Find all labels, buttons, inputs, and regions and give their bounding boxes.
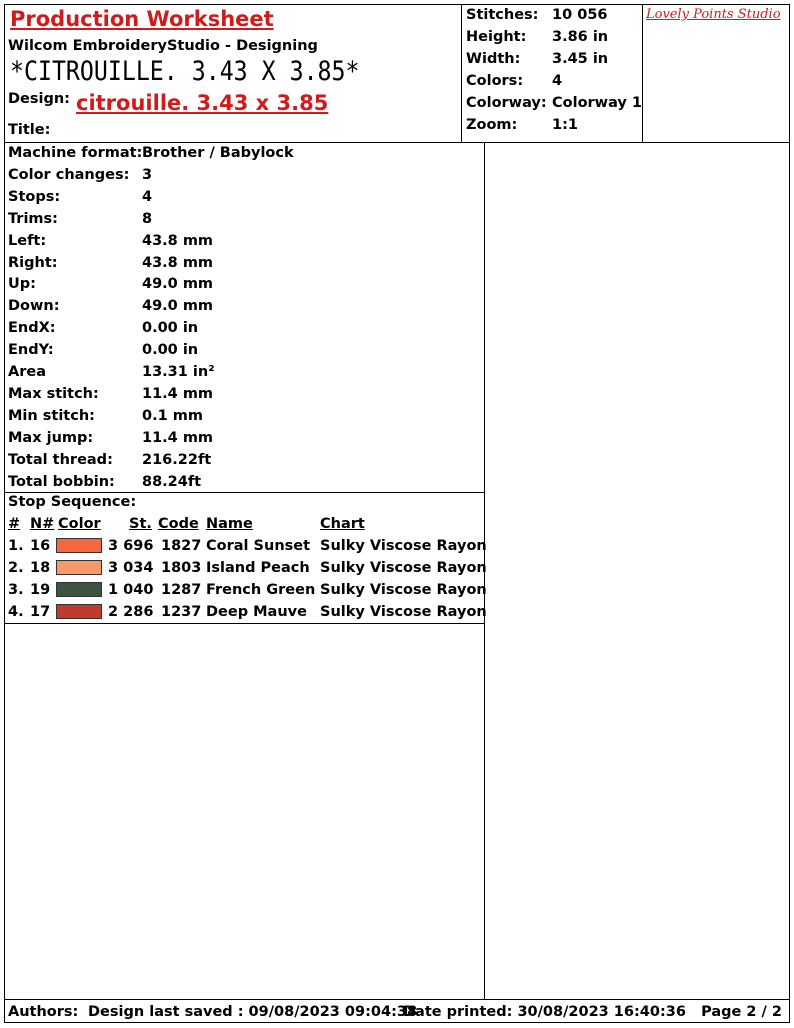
header-divider-2 [642,4,643,143]
footer-authors: Authors: [8,1004,79,1020]
detail-label: Down: [8,298,60,315]
stop-stitches: 1 040 [108,582,154,598]
detail-label: Color changes: [8,166,130,183]
detail-label: EndY: [8,342,54,359]
detail-label: Stops: [8,188,61,205]
detail-label: Min stitch: [8,407,95,424]
stat-height: Height: 3.86 in [466,29,609,45]
stop-stitches: 3 696 [108,538,154,554]
title-label: Title: [8,122,51,138]
color-swatch [56,582,102,597]
footer-top-line [4,999,790,1000]
stop-number: 1. [8,538,24,554]
col-code: Code [158,516,199,532]
detail-value: 88.24ft [142,473,202,490]
detail-value: 49.0 mm [142,298,214,315]
stop-thread-name: Deep Mauve [206,604,307,620]
detail-label: Left: [8,232,47,249]
software-name: Wilcom EmbroideryStudio - Designing [8,38,318,54]
detail-value: 0.00 in [142,320,199,337]
col-stitches: St. [129,516,152,532]
stat-colorway: Colorway: Colorway 1 [466,95,643,111]
detail-label: Total thread: [8,451,113,468]
design-label: Design: [8,91,70,107]
detail-value: 0.00 in [142,342,199,359]
stop-code: 1287 [161,582,202,598]
stop-needle: 18 [30,560,51,576]
stop-number: 2. [8,560,24,576]
footer-last-saved: Design last saved : 09/08/2023 09:04:38 [88,1004,418,1020]
detail-value: 43.8 mm [142,232,214,249]
detail-label: Max jump: [8,429,94,446]
stop-code: 1237 [161,604,202,620]
stop-number: 3. [8,582,24,598]
stop-thread-name: French Green [206,582,316,598]
stops-bottom-line [4,623,485,624]
stop-row [0,601,487,623]
color-swatch [56,604,102,619]
detail-value: 49.0 mm [142,276,214,293]
detail-value: 43.8 mm [142,254,214,271]
detail-value: 3 [142,166,153,183]
stop-row [0,535,487,557]
stop-code: 1803 [161,560,202,576]
stop-stitches: 3 034 [108,560,154,576]
detail-value: 11.4 mm [142,385,214,402]
stop-needle: 17 [30,604,51,620]
stop-needle: 19 [30,582,51,598]
detail-label: Total bobbin: [8,473,115,490]
detail-value: 0.1 mm [142,407,203,424]
detail-value: 11.4 mm [142,429,214,446]
stat-width: Width: 3.45 in [466,51,609,67]
col-name: Name [206,516,253,532]
stop-chart: Sulky Viscose Rayon [320,582,487,598]
design-name: citrouille. 3.43 x 3.85 [76,91,329,115]
detail-label: Max stitch: [8,385,99,402]
stat-zoom: Zoom: 1:1 [466,117,578,133]
detail-value: 4 [142,188,153,205]
col-chart: Chart [320,516,365,532]
detail-label: EndX: [8,320,56,337]
detail-label: Up: [8,276,36,293]
stop-thread-name: Island Peach [206,560,310,576]
detail-value: 216.22ft [142,451,212,468]
brand-name: Lovely Points Studio [646,7,781,22]
detail-value: 13.31 in² [142,364,215,380]
detail-value: 8 [142,210,153,227]
color-swatch [56,560,102,575]
stop-row [0,579,487,601]
footer-page-number: Page 2 / 2 [701,1004,782,1020]
stop-sequence-heading: Stop Sequence: [8,494,137,510]
stop-chart: Sulky Viscose Rayon [320,604,487,620]
stop-table-header [0,513,484,535]
detail-label: Area [8,364,46,380]
design-code: *CITROUILLE. 3.43 X 3.85* [10,56,360,87]
footer-date-printed: Date printed: 30/08/2023 16:40:36 [403,1004,686,1020]
header-divider-1 [461,4,462,143]
stop-number: 4. [8,604,24,620]
detail-value: Brother / Babylock [142,145,294,161]
detail-label: Right: [8,254,58,271]
stop-chart: Sulky Viscose Rayon [320,538,487,554]
stat-stitches: Stitches: 10 056 [466,7,608,23]
stat-colors: Colors: 4 [466,73,563,89]
stop-thread-name: Coral Sunset [206,538,311,554]
footer [8,1001,784,1023]
stop-code: 1827 [161,538,202,554]
stop-row [0,557,487,579]
stop-stitches: 2 286 [108,604,154,620]
col-needle: N# [30,516,55,532]
col-num: # [8,516,21,532]
stop-chart: Sulky Viscose Rayon [320,560,487,576]
detail-label: Trims: [8,210,58,227]
detail-label: Machine format: [8,145,143,161]
stop-needle: 16 [30,538,51,554]
color-swatch [56,538,102,553]
col-color: Color [58,516,101,532]
worksheet-title: Production Worksheet [10,7,274,31]
